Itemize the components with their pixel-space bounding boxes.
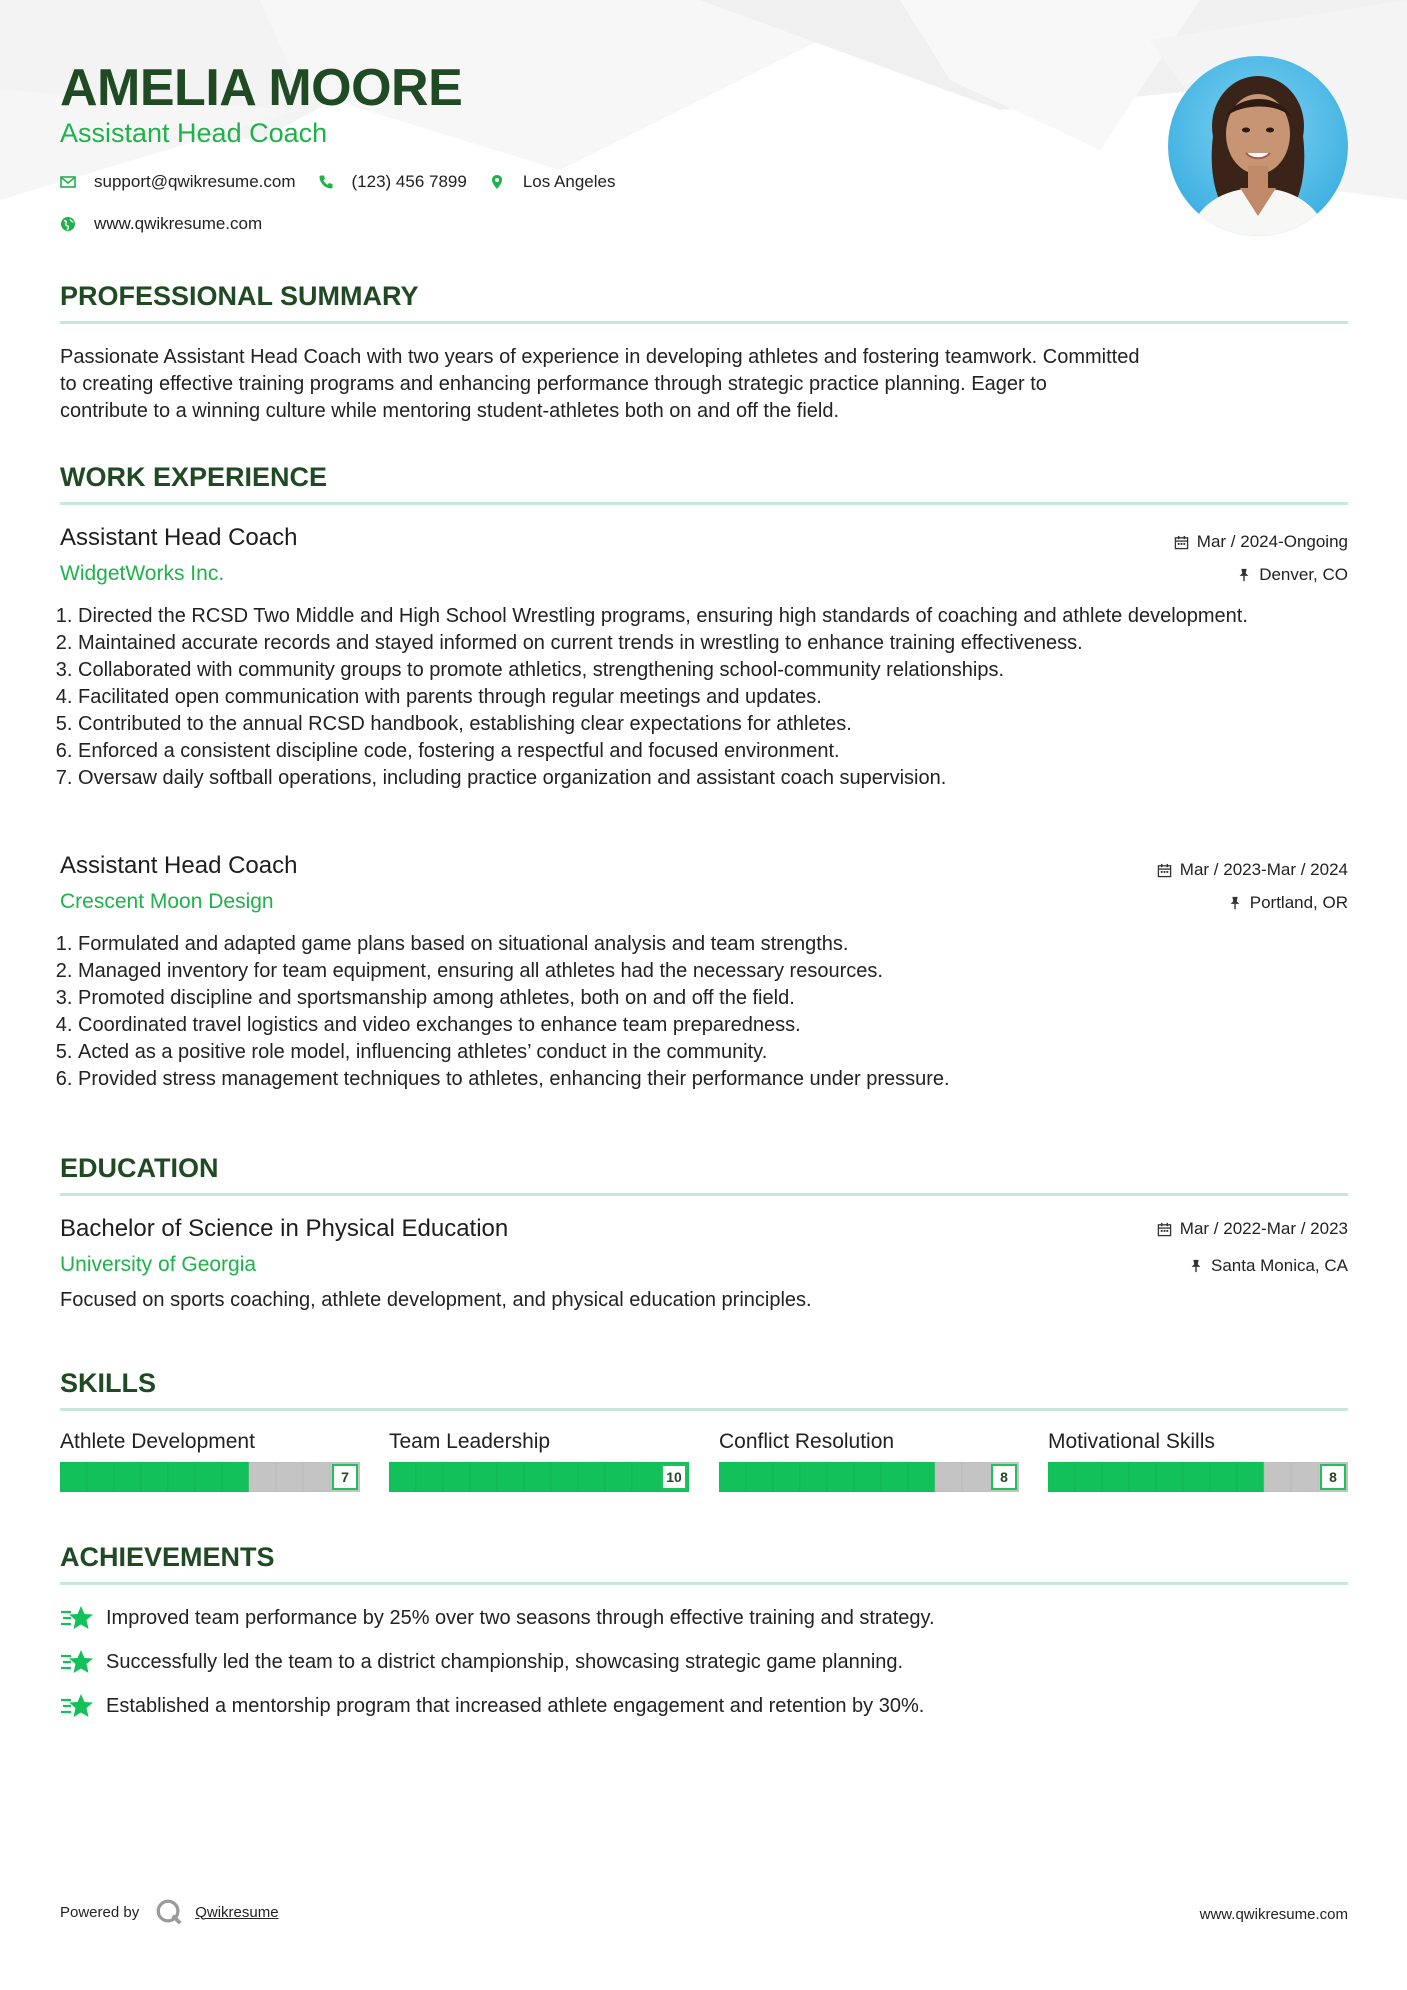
skill-segment bbox=[1075, 1462, 1102, 1492]
brand-link[interactable]: Qwikresume bbox=[195, 1903, 279, 1921]
skill-segment bbox=[632, 1462, 659, 1492]
skill-segment bbox=[443, 1462, 470, 1492]
education-degree: Bachelor of Science in Physical Education bbox=[60, 1215, 509, 1242]
list-item: 5. Acted as a positive role model, influencing athletes’ conduct in the community. bbox=[78, 1039, 1348, 1066]
skill-name: Athlete Development bbox=[60, 1430, 255, 1453]
skill-segment bbox=[551, 1462, 578, 1492]
section-title-experience: WORK EXPERIENCE bbox=[60, 462, 328, 492]
skill-segment bbox=[303, 1462, 330, 1492]
achievement-item bbox=[60, 1692, 924, 1720]
globe-icon bbox=[60, 216, 76, 232]
skill-segment bbox=[1264, 1462, 1291, 1492]
achievement-text: Successfully led the team to a district championship, showcasing strategic game planning. bbox=[106, 1650, 904, 1673]
job-bullets bbox=[60, 603, 1348, 792]
skill-level-badge: 8 bbox=[1320, 1464, 1346, 1490]
job-location-text: Denver, CO bbox=[1259, 565, 1348, 584]
pushpin-icon bbox=[1189, 1259, 1203, 1273]
skill-segment bbox=[1129, 1462, 1156, 1492]
skill-level-badge: 7 bbox=[332, 1464, 358, 1490]
achievement-item bbox=[60, 1604, 935, 1632]
contact-phone[interactable] bbox=[318, 172, 467, 192]
job-dates-text: Mar / 2023-Mar / 2024 bbox=[1179, 860, 1348, 879]
skill-bar-graphic bbox=[60, 1462, 360, 1492]
skill-segment bbox=[908, 1462, 935, 1492]
contact-email[interactable] bbox=[60, 172, 296, 192]
skill-item bbox=[1048, 1430, 1348, 1492]
contact-location bbox=[489, 172, 616, 192]
email-text: support@qwikresume.com bbox=[94, 172, 296, 191]
list-item: 4. Facilitated open communication with parents through regular meetings and updates. bbox=[78, 684, 1348, 711]
skill-bar bbox=[389, 1462, 689, 1492]
achievement-text: Established a mentorship program that increased athlete engagement and retention by 30%. bbox=[106, 1694, 925, 1717]
skill-segment bbox=[827, 1462, 854, 1492]
job-title: Assistant Head Coach bbox=[60, 852, 298, 879]
pushpin-icon bbox=[1237, 568, 1251, 582]
job-bullets bbox=[60, 931, 1348, 1093]
powered-by-label: Powered by bbox=[60, 1903, 140, 1921]
education-location bbox=[1189, 1256, 1348, 1276]
summary-line: Passionate Assistant Head Coach with two years of experience in developing athletes and fostering teamwork. Committed bbox=[60, 346, 1140, 368]
skill-segment bbox=[1156, 1462, 1183, 1492]
job-dates bbox=[1157, 860, 1348, 880]
skill-segment bbox=[881, 1462, 908, 1492]
job-dates bbox=[1174, 532, 1348, 552]
summary-line: contribute to a winning culture while mentoring student-athletes both on and off the field. bbox=[60, 400, 840, 422]
map-pin-icon bbox=[489, 174, 505, 190]
achievement-item bbox=[60, 1648, 903, 1676]
job-location bbox=[1228, 893, 1348, 913]
skill-segment bbox=[1183, 1462, 1210, 1492]
skill-segment bbox=[276, 1462, 303, 1492]
skill-segment bbox=[524, 1462, 551, 1492]
list-item: 4. Coordinated travel logistics and video exchanges to enhance team preparedness. bbox=[78, 1012, 1348, 1039]
education-dates-text: Mar / 2022-Mar / 2023 bbox=[1179, 1219, 1348, 1238]
footer-website[interactable]: www.qwikresume.com bbox=[1199, 1906, 1348, 1923]
skill-name: Conflict Resolution bbox=[719, 1430, 895, 1453]
skill-segment bbox=[416, 1462, 443, 1492]
skill-segment bbox=[1102, 1462, 1129, 1492]
contact-row-2 bbox=[60, 214, 284, 234]
skill-name: Motivational Skills bbox=[1048, 1430, 1215, 1453]
location-text: Los Angeles bbox=[522, 172, 616, 191]
achievement-text: Improved team performance by 25% over two seasons through effective training and strategy. bbox=[106, 1606, 935, 1629]
list-item: 7. Oversaw daily softball operations, including practice organization and assistant coach supervision. bbox=[78, 765, 1348, 792]
section-divider bbox=[60, 321, 1348, 324]
education-location-text: Santa Monica, CA bbox=[1210, 1256, 1348, 1275]
contact-row-1 bbox=[60, 172, 637, 192]
skill-bar bbox=[719, 1462, 1019, 1492]
job-title: Assistant Head Coach bbox=[60, 524, 298, 551]
skill-segment bbox=[1210, 1462, 1237, 1492]
list-item: 5. Contributed to the annual RCSD handbook, establishing clear expectations for athletes. bbox=[78, 711, 1348, 738]
website-text: www.qwikresume.com bbox=[94, 214, 263, 233]
shooting-star-icon bbox=[60, 1648, 94, 1676]
skill-segment bbox=[935, 1462, 962, 1492]
skill-segment bbox=[60, 1462, 87, 1492]
skill-bar bbox=[60, 1462, 360, 1492]
section-title-summary: PROFESSIONAL SUMMARY bbox=[60, 281, 419, 311]
section-title-skills: SKILLS bbox=[60, 1368, 157, 1398]
list-item: 1. Directed the RCSD Two Middle and High School Wrestling programs, ensuring high standards of coaching and athlete development. bbox=[78, 603, 1348, 630]
contact-website[interactable] bbox=[60, 214, 262, 234]
phone-text: (123) 456 7899 bbox=[351, 172, 467, 191]
section-divider bbox=[60, 1193, 1348, 1196]
qwikresume-logo-icon bbox=[155, 1898, 183, 1926]
skill-segment bbox=[1237, 1462, 1264, 1492]
skill-segment bbox=[578, 1462, 605, 1492]
skill-bar-graphic bbox=[719, 1462, 1019, 1492]
section-divider bbox=[60, 502, 1348, 505]
shooting-star-icon bbox=[60, 1604, 94, 1632]
skill-item bbox=[719, 1430, 1019, 1492]
skill-segment bbox=[114, 1462, 141, 1492]
skill-segment bbox=[141, 1462, 168, 1492]
skill-level-badge: 8 bbox=[991, 1464, 1017, 1490]
job-location bbox=[1237, 565, 1348, 585]
calendar-icon bbox=[1174, 535, 1189, 550]
education-description: Focused on sports coaching, athlete development, and physical education principles. bbox=[60, 1289, 812, 1311]
calendar-icon bbox=[1157, 1222, 1172, 1237]
list-item: 3. Collaborated with community groups to promote athletics, strengthening school-community relationships. bbox=[78, 657, 1348, 684]
calendar-icon bbox=[1157, 863, 1172, 878]
section-divider bbox=[60, 1408, 1348, 1411]
skill-segment bbox=[195, 1462, 222, 1492]
envelope-icon bbox=[60, 174, 76, 190]
skill-segment bbox=[222, 1462, 249, 1492]
skill-segment bbox=[719, 1462, 746, 1492]
list-item: 2. Managed inventory for team equipment, ensuring all athletes had the necessary resources. bbox=[78, 958, 1348, 985]
education-school: University of Georgia bbox=[60, 1253, 257, 1276]
phone-icon bbox=[318, 174, 334, 190]
skill-item bbox=[60, 1430, 360, 1492]
skill-bar bbox=[1048, 1462, 1348, 1492]
summary-line: to creating effective training programs and enhancing performance through strategic practice planning. Eager to bbox=[60, 373, 1047, 395]
skill-bar-graphic bbox=[1048, 1462, 1348, 1492]
education-dates bbox=[1157, 1219, 1348, 1239]
skill-segment bbox=[249, 1462, 276, 1492]
summary-text bbox=[60, 344, 1348, 425]
candidate-name: AMELIA MOORE bbox=[60, 59, 463, 117]
skill-segment bbox=[389, 1462, 416, 1492]
job-location-text: Portland, OR bbox=[1249, 893, 1348, 912]
skill-segment bbox=[854, 1462, 881, 1492]
list-item: 6. Provided stress management techniques to athletes, enhancing their performance under pressure. bbox=[78, 1066, 1348, 1093]
skill-level-badge: 10 bbox=[661, 1464, 687, 1490]
job-dates-text: Mar / 2024-Ongoing bbox=[1196, 532, 1348, 551]
list-item: 3. Promoted discipline and sportsmanship among athletes, both on and off the field. bbox=[78, 985, 1348, 1012]
candidate-role: Assistant Head Coach bbox=[60, 118, 328, 148]
skill-segment bbox=[746, 1462, 773, 1492]
skill-segment bbox=[605, 1462, 632, 1492]
list-item: 2. Maintained accurate records and stayed informed on current trends in wrestling to enhance training effectiveness. bbox=[78, 630, 1348, 657]
job-company: Crescent Moon Design bbox=[60, 890, 274, 913]
list-item: 6. Enforced a consistent discipline code, fostering a respectful and focused environment. bbox=[78, 738, 1348, 765]
skill-segment bbox=[1048, 1462, 1075, 1492]
skill-segment bbox=[773, 1462, 800, 1492]
skill-segment bbox=[497, 1462, 524, 1492]
list-item: 1. Formulated and adapted game plans based on situational analysis and team strengths. bbox=[78, 931, 1348, 958]
skill-name: Team Leadership bbox=[389, 1430, 551, 1453]
footer-powered-by bbox=[60, 1898, 279, 1926]
section-title-achievements: ACHIEVEMENTS bbox=[60, 1542, 275, 1572]
shooting-star-icon bbox=[60, 1692, 94, 1720]
skill-segment bbox=[470, 1462, 497, 1492]
skill-segment bbox=[962, 1462, 989, 1492]
skill-bar-graphic bbox=[389, 1462, 689, 1492]
skill-segment bbox=[87, 1462, 114, 1492]
skill-item bbox=[389, 1430, 689, 1492]
skill-segment bbox=[800, 1462, 827, 1492]
pushpin-icon bbox=[1228, 896, 1242, 910]
skill-segment bbox=[168, 1462, 195, 1492]
job-company: WidgetWorks Inc. bbox=[60, 562, 225, 585]
section-title-education: EDUCATION bbox=[60, 1153, 219, 1183]
skill-segment bbox=[1291, 1462, 1318, 1492]
profile-photo bbox=[1168, 56, 1348, 236]
section-divider bbox=[60, 1582, 1348, 1585]
